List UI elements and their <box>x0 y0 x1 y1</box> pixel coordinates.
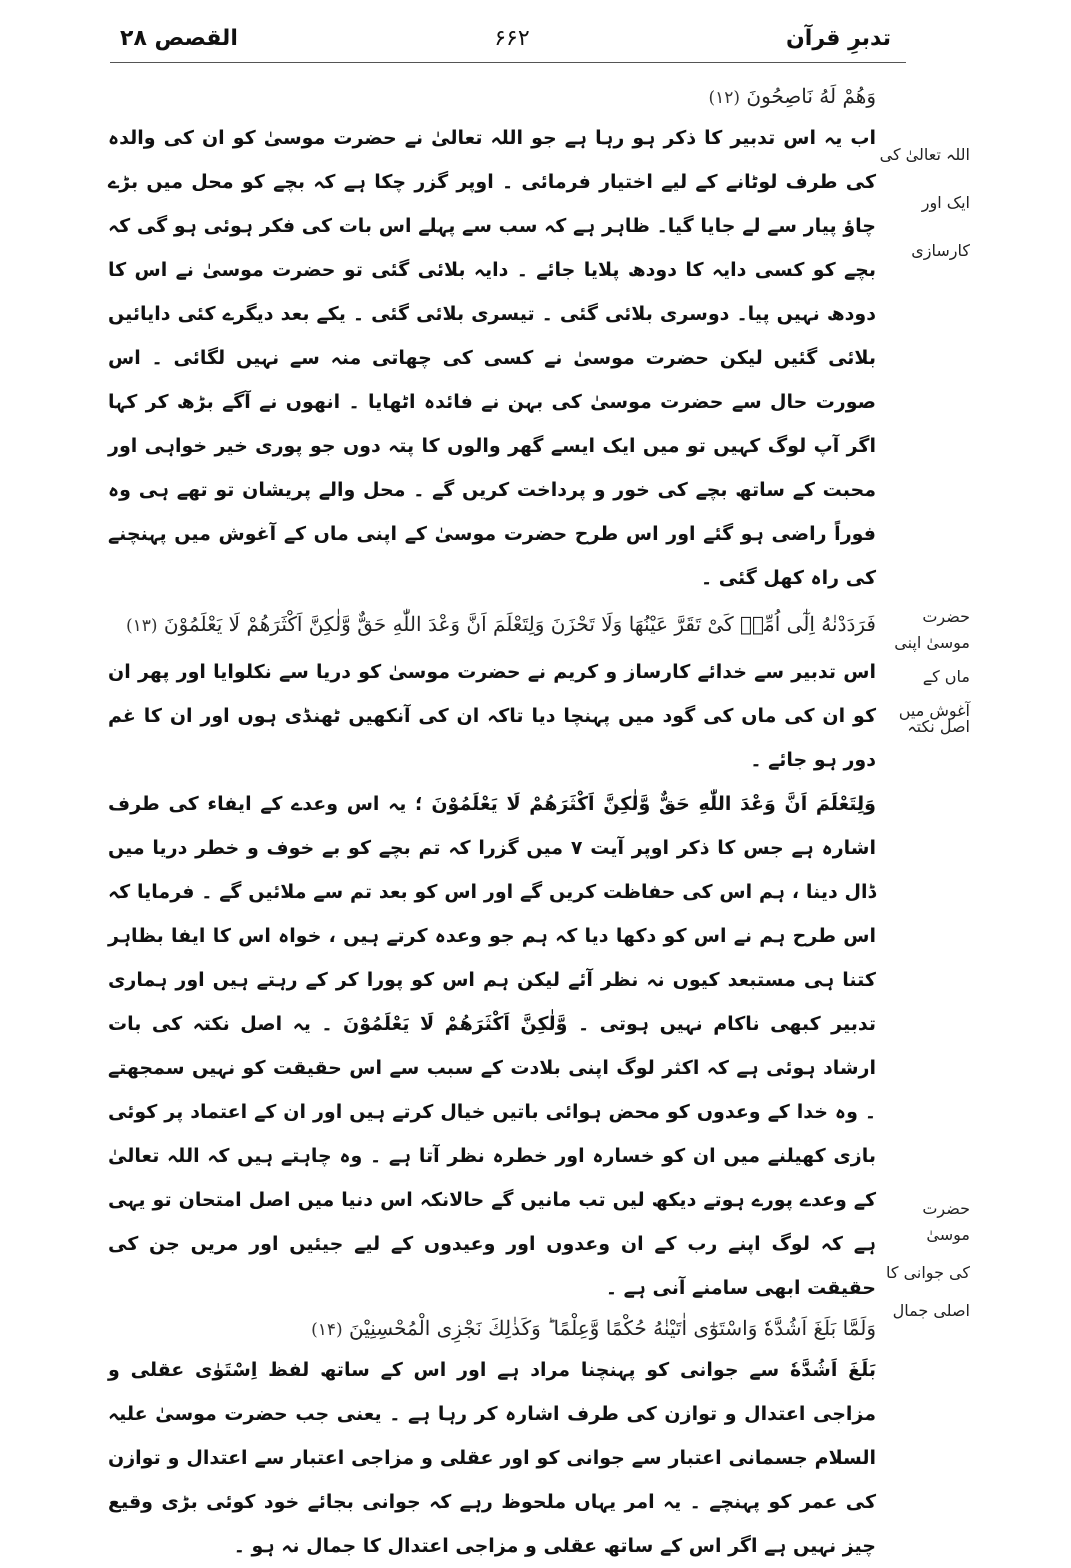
header-divider <box>110 62 906 63</box>
commentary-paragraph: اس تدبیر سے خدائے کارساز و کریم نے حضرت موسیٰ کو دریا سے نکلوایا اور پھر ان کو ان کی ماں کی گود میں پہنچا دیا تاکہ ان کی آنکھیں ٹھنڈی ہوں اور ان کا غم دور ہو جائے ۔ <box>108 661 876 771</box>
verse-arabic: فَرَدَدْنٰهُ اِلٰٓى اُمِّهٖ كَیْ تَقَرَّ عَیْنُهَا وَلَا تَحْزَنَ وَلِتَعْلَمَ اَنَّ وَعْدَ اللّٰهِ حَقٌّ وَّلٰكِنَّ اَكْثَرَهُمْ لَا یَعْلَمُوْنَ <box>163 612 876 636</box>
page-header <box>120 18 891 58</box>
margin-note: حضرت موسیٰ کی جوانی کا اصلی جمال <box>885 1199 970 1320</box>
verse-arabic: وَلَمَّا بَلَغَ اَشُدَّهٗ وَاسْتَوٰٓى اٰتَیْنٰهُ حُكْمًا وَّعِلْمًا ؕ وَكَذٰلِكَ نَجْزِی الْمُحْسِنِیْنَ <box>348 1316 876 1340</box>
verse-arabic: وَهُمْ لَهُ نَاصِحُونَ <box>746 84 876 108</box>
verse-number: (۱۳) <box>126 616 158 636</box>
verse-12 <box>108 78 876 116</box>
commentary-paragraph: وَلِتَعْلَمَ اَنَّ وَعْدَ اللّٰهِ حَقٌّ وَّلٰكِنَّ اَكْثَرَهُمْ لَا یَعْلَمُوْنَ ؛ یہ اس وعدے کے ایفاء کی طرف اشارہ ہے جس کا ذکر اوپر آیت ۷ میں گزرا کہ تم بچے کو بے خوف و خطر دریا میں ڈال دینا ، ہم اس کی حفاظت کریں گے اور اس کو بعد تم سے ملائیں گے ۔ فرمایا کہ اس طرح ہم نے اس کو دکھا دیا کہ ہم جو وعدہ کرتے ہیں ، خواہ اس کا ایفا بظاہر کتنا ہی مستبعد کیوں نہ نظر آئے لیکن ہم اس کو پورا کر کے رہتے ہیں اور ہماری تدبیر کبھی ناکام نہیں ہوتی ۔ وَّلٰكِنَّ اَكْثَرَهُمْ لَا یَعْلَمُوْنَ ۔ یہ اصل نکتہ کی بات ارشاد ہوئی ہے کہ اکثر لوگ اپنی بلادت کے سبب سے اس حقیقت کو نہیں سمجھتے ۔ وہ خدا کے وعدوں کو محض ہوائی باتیں خیال کرتے ہیں اور ان کے اعتماد پر کوئی بازی کھیلنے میں ان کو خسارہ اور خطرہ نظر آتا ہے ۔ وہ چاہتے ہیں کہ اللہ تعالیٰ کے وعدے پورے ہوتے دیکھ لیں تب مانیں گے حالانکہ اس دنیا میں اصل امتحان تو یہی ہے کہ لوگ اپنے رب کے ان وعدوں اور وعیدوں کے لیے جیئیں اور مریں جن کی حقیقت ابھی سامنے آنی ہے ۔ <box>108 793 876 1299</box>
margin-note: حضرت موسیٰ اپنی ماں کے آغوش میں <box>894 607 970 720</box>
commentary-paragraph: اب یہ اس تدبیر کا ذکر ہو رہا ہے جو اللہ تعالیٰ نے حضرت موسیٰ کو ان کی والدہ کی طرف لوٹانے کے لیے اختیار فرمائی ۔ اوپر گزر چکا ہے کہ بچے کو محل میں بڑے چاؤ پیار سے لے جایا گیا۔ ظاہر ہے کہ سب سے پہلے اس بات کی فکر ہوئی ہو گی کہ بچے کو کسی دایہ کا دودھ پلایا جائے ۔ دایہ بلائی گئی تو حضرت موسیٰ نے اس کا دودھ نہیں پیا۔ دوسری بلائی گئی ۔ تیسری بلائی گئی ۔ یکے بعد دیگرے کئی دایائیں بلائی گئیں لیکن حضرت موسیٰ نے کسی کی چھاتی منہ سے نہیں لگائی ۔ اس صورت حال سے حضرت موسیٰ کی بہن نے فائدہ اٹھایا ۔ انھوں نے آگے بڑھ کر کہا اگر آپ لوگ کہیں تو میں ایک ایسے گھر والوں کا پتہ دوں جو پوری خیر خواہی اور محبت کے ساتھ بچے کی خور و پرداخت کریں گے ۔ محل والے پریشان تو تھے ہی وہ فوراً راضی ہو گئے اور اس طرح حضرت موسیٰ کے اپنی ماں کے آغوش میں پہنچنے کی راہ کھل گئی ۔ <box>108 127 876 589</box>
page-number: ۶۶۲ <box>494 25 530 51</box>
verse-13 <box>108 606 876 644</box>
book-title: تدبرِ قرآن <box>786 25 891 51</box>
verse-number: (۱۴) <box>311 1320 343 1340</box>
verse-number: (۱۲) <box>708 88 741 108</box>
surah-name: القصص ۲۸ <box>120 25 238 51</box>
margin-note: اصل نکتہ <box>907 717 970 736</box>
main-text <box>108 78 876 1568</box>
margin-note: اللہ تعالیٰ کی ایک اور کارسازی <box>879 145 970 260</box>
verse-14 <box>108 1310 876 1348</box>
commentary-paragraph: بَلَغَ اَشُدَّهٗ سے جوانی کو پہنچنا مراد ہے اور اس کے ساتھ لفظ اِسْتَوٰی عقلی و مزاجی اعتدال و توازن کی طرف اشارہ کر رہا ہے ۔ یعنی جب حضرت موسیٰ علیہ السلام جسمانی اعتبار سے جوانی کو اور عقلی و مزاجی اعتبار سے اعتدال و توازن کی عمر کو پہنچے ۔ یہ امر یہاں ملحوظ رہے کہ جوانی بجائے خود کوئی بڑی وقیع چیز نہیں ہے اگر اس کے ساتھ عقلی و مزاجی اعتدال کا جمال نہ ہو ۔ <box>108 1359 876 1557</box>
